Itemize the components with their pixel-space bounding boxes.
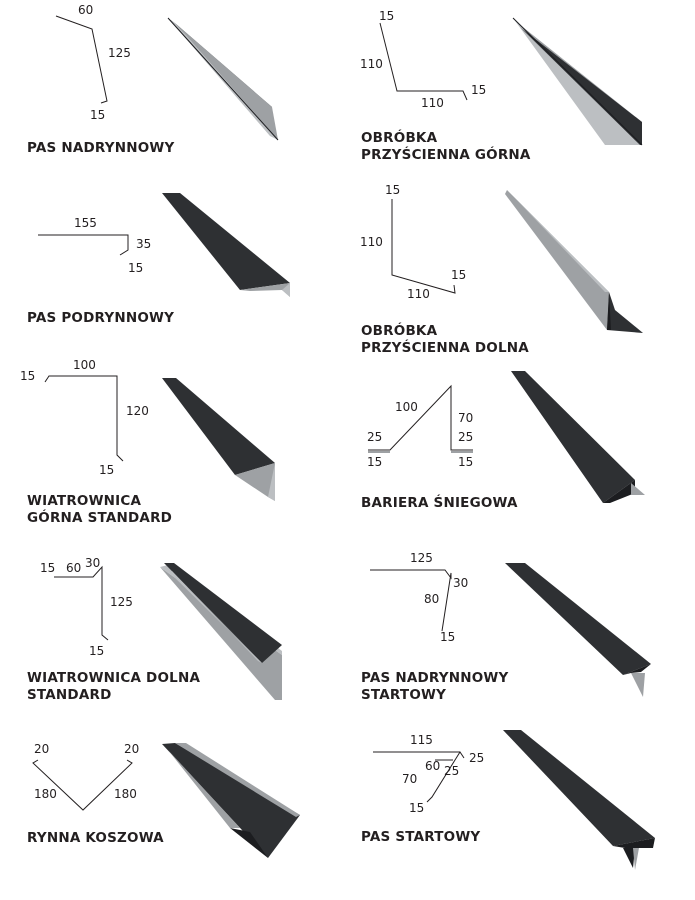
product-title: PAS STARTOWY xyxy=(361,829,481,845)
dim-label: 15 xyxy=(90,108,106,122)
dim-label: 180 xyxy=(114,787,137,801)
product-title: RYNNA KOSZOWA xyxy=(27,830,164,846)
dim-label: 15 xyxy=(379,9,395,23)
dim-label: 60 xyxy=(66,561,82,575)
dim-label: 15 xyxy=(458,455,474,469)
item-wiatrownica-dolna-standard xyxy=(0,545,330,725)
dim-label: 30 xyxy=(85,556,101,570)
dim-label: 20 xyxy=(34,742,50,756)
dim-label: 15 xyxy=(440,630,456,644)
dim-label: 25 xyxy=(367,430,383,444)
product-render xyxy=(505,563,651,697)
dim-label: 125 xyxy=(110,595,133,609)
item-pas-nadrynnowy-startowy xyxy=(335,545,665,725)
product-render xyxy=(162,743,300,858)
dim-label: 15 xyxy=(471,83,487,97)
product-render xyxy=(162,193,290,297)
item-obrobka-przyscienna-gorna xyxy=(335,0,665,180)
dim-label: 25 xyxy=(458,430,474,444)
dim-label: 125 xyxy=(410,551,433,565)
product-title: OBRÓBKA PRZYŚCIENNA GÓRNA xyxy=(361,130,531,163)
dim-label: 20 xyxy=(124,742,140,756)
dim-label: 110 xyxy=(360,57,383,71)
profile-diagram xyxy=(0,720,330,900)
dim-label: 110 xyxy=(407,287,430,301)
dim-label: 80 xyxy=(424,592,440,606)
item-wiatrownica-gorna-standard xyxy=(0,355,330,535)
product-render xyxy=(168,18,278,140)
product-render xyxy=(503,730,655,870)
dim-label: 110 xyxy=(421,96,444,110)
dim-label: 100 xyxy=(395,400,418,414)
item-pas-startowy xyxy=(335,720,665,900)
dim-label: 15 xyxy=(20,369,36,383)
item-obrobka-przyscienna-dolna xyxy=(335,180,665,360)
dim-label: 15 xyxy=(409,801,425,815)
dim-label: 60 xyxy=(425,759,441,773)
dim-label: 15 xyxy=(385,183,401,197)
dim-label: 115 xyxy=(410,733,433,747)
dim-label: 35 xyxy=(136,237,152,251)
product-render xyxy=(513,18,642,145)
product-render xyxy=(162,378,275,501)
product-title: PAS NADRYNNOWY STARTOWY xyxy=(361,670,509,703)
dim-label: 110 xyxy=(360,235,383,249)
product-title: PAS PODRYNNOWY xyxy=(27,310,175,326)
dim-label: 120 xyxy=(126,404,149,418)
dim-label: 15 xyxy=(89,644,105,658)
dim-label: 60 xyxy=(78,3,94,17)
dim-label: 100 xyxy=(73,358,96,372)
item-pas-nadrynnowy xyxy=(0,0,330,180)
product-title: PAS NADRYNNOWY xyxy=(27,140,175,156)
dim-label: 125 xyxy=(108,46,131,60)
dim-label: 70 xyxy=(458,411,474,425)
profile-diagram xyxy=(0,180,330,360)
product-title: WIATROWNICA DOLNA STANDARD xyxy=(27,670,201,703)
dim-label: 25 xyxy=(444,764,460,778)
dim-label: 15 xyxy=(99,463,115,477)
item-pas-podrynnowy xyxy=(0,180,330,360)
item-bariera-sniegowa xyxy=(335,355,665,535)
dim-label: 30 xyxy=(453,576,469,590)
product-render xyxy=(511,371,645,503)
dim-label: 15 xyxy=(367,455,383,469)
dim-label: 155 xyxy=(74,216,97,230)
product-title: BARIERA ŚNIEGOWA xyxy=(361,495,518,511)
profile-diagram xyxy=(335,720,665,900)
dim-label: 15 xyxy=(451,268,467,282)
dim-label: 25 xyxy=(469,751,485,765)
item-rynna-koszowa xyxy=(0,720,330,900)
product-title: WIATROWNICA GÓRNA STANDARD xyxy=(27,493,173,526)
product-title: OBRÓBKA PRZYŚCIENNA DOLNA xyxy=(361,323,529,356)
dim-label: 180 xyxy=(34,787,57,801)
dim-label: 15 xyxy=(128,261,144,275)
product-render xyxy=(505,190,643,333)
dim-label: 70 xyxy=(402,772,418,786)
dim-label: 15 xyxy=(40,561,56,575)
